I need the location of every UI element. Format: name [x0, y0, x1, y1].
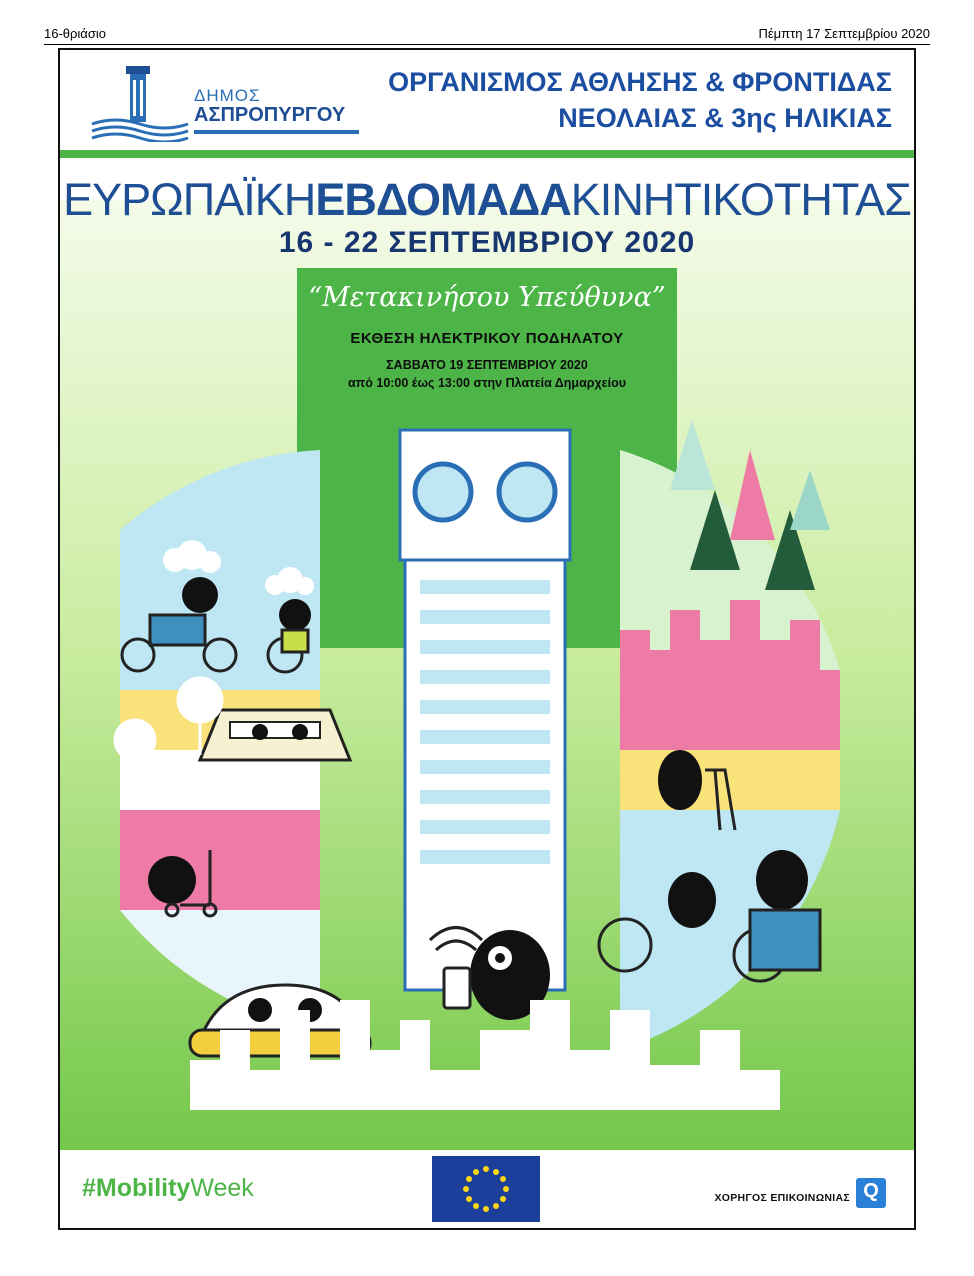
- page-number: 16-θριάσιο: [44, 26, 106, 41]
- poster-top-band: [60, 50, 914, 158]
- sponsor-label: ΧΟΡΗΓΟΣ ΕΠΙΚΟΙΝΩΝΙΑΣ: [714, 1192, 850, 1204]
- poster-footer: [60, 1150, 914, 1228]
- logo-line-1: ΔΗΜΟΣ: [194, 86, 261, 105]
- organization-line-2: ΝΕΟΛΑΙΑΣ & 3ης ΗΛΙΚΙΑΣ: [558, 103, 892, 133]
- exhibition-date: ΣΑΒΒΑΤΟ 19 ΣΕΠΤΕΜΒΡΙΟΥ 2020: [386, 358, 588, 372]
- hashtag-part-2: Week: [190, 1174, 254, 1202]
- event-dates: 16 - 22 ΣΕΠΤΕΜΒΡΙΟΥ 2020: [278, 226, 696, 259]
- tower-logo-icon: [90, 64, 190, 142]
- tower-icon: [400, 430, 570, 990]
- newspaper-header: [44, 26, 930, 45]
- hashtag-part-1: #Mobility: [82, 1174, 191, 1202]
- title-part-3: ΚΙΝΗΤΙΚΟΤΗΤΑΣ: [570, 174, 911, 225]
- exhibition-title: ΕΚΘΕΣΗ ΗΛΕΚΤΡΙΚΟΥ ΠΟΔΗΛΑΤΟΥ: [350, 330, 624, 347]
- poster: [58, 48, 916, 1230]
- sponsor-logo-letter: Q: [863, 1180, 879, 1202]
- organization-line-1: ΟΡΓΑΝΙΣΜΟΣ ΑΘΛΗΣΗΣ & ΦΡΟΝΤΙΔΑΣ: [388, 67, 892, 97]
- pink-band-right: [620, 670, 840, 750]
- eu-flag-icon: [432, 1156, 540, 1222]
- exhibition-time-place: από 10:00 έως 13:00 στην Πλατεία Δημαρχείου: [348, 376, 626, 390]
- eu-stars: [432, 1156, 540, 1222]
- tram-icon: [200, 710, 350, 760]
- slogan: “Μετακινήσου Υπεύθυνα”: [308, 282, 666, 313]
- event-title: [60, 174, 914, 226]
- sponsor-logo-icon: [856, 1178, 886, 1208]
- title-part-1: ΕΥΡΩΠΑΪΚΗ: [63, 174, 316, 225]
- pink-band-left: [120, 810, 320, 910]
- organization-name: [388, 64, 892, 136]
- logo-underline: [194, 130, 359, 134]
- municipality-logo: [90, 64, 360, 142]
- mobility-week-hashtag: [82, 1174, 254, 1203]
- title-part-2: ΕΒΔΟΜΑΔΑ: [315, 174, 571, 225]
- mobility-illustration: [60, 410, 914, 1110]
- issue-date: Πέμπτη 17 Σεπτεμβρίου 2020: [758, 26, 930, 41]
- logo-line-2: ΑΣΠΡΟΠΥΡΓΟΥ: [194, 104, 346, 126]
